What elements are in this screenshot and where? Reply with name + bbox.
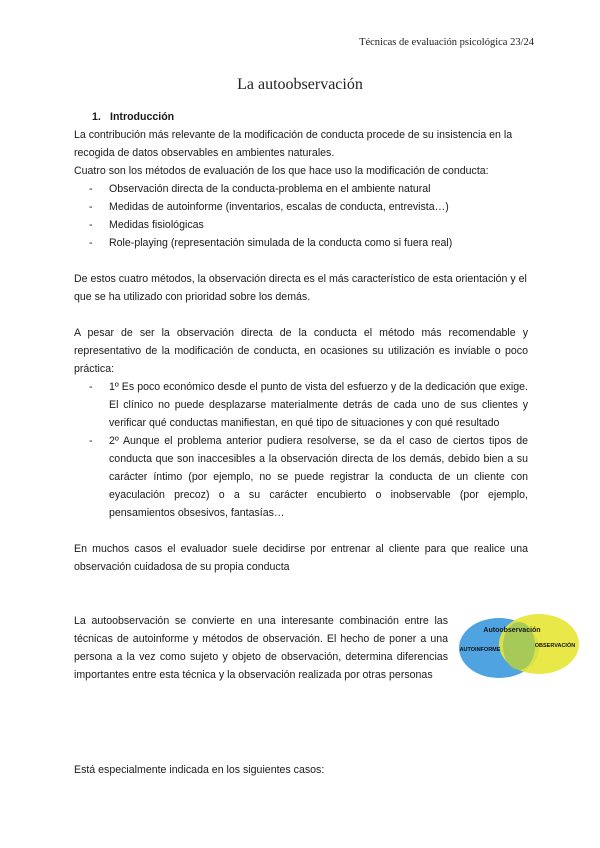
methods-lead: Cuatro son los métodos de evaluación de los que hace uso la modificación de conducta: [74,165,489,177]
venn-top-label: Autoobservación [483,627,541,634]
section-title: Introducción [110,111,175,123]
list-item: - 1º Es poco económico desde el punto de vista del esfuerzo y de la dedicación que exige. El clínico no puede desplazarse materialmente detrás de cada uno de sus clientes y verificar qué conductas manifiestan, en qué tipo de situaciones y con qué resultado [74,378,528,432]
venn-right-label: OBSERVACIÓN [534,643,576,649]
page-header: Técnicas de evaluación psicológica 23/24 [359,37,534,48]
despite-paragraph: A pesar de ser la observación directa de la conducta el método más recomendable y representativo de la modificación de conducta, en ocasiones su utilización es inviable o poco práctica: [74,327,528,375]
intro-paragraph: La contribución más relevante de la modificación de conducta procede de su insistencia en la recogida de datos observables en ambientes naturales. [74,129,513,159]
methods-list [74,180,528,252]
list-item: - Medidas de autoinforme (inventarios, escalas de conducta, entrevista…) [74,198,528,216]
list-item: - Medidas fisiológicas [74,216,528,234]
venn-diagram [454,606,584,686]
closing-line: Está especialmente indicada en los siguientes casos: [74,764,325,776]
venn-left-label: AUTOINFORME [459,647,501,653]
document-body [74,108,576,779]
page-title: La autoobservación [237,76,363,93]
section-heading [74,108,528,126]
trainer-paragraph: En muchos casos el evaluador suele decidirse por entrenar al cliente para que realice una observación cuidadosa de su propia conducta [74,543,528,573]
list-item: - 2º Aunque el problema anterior pudiera resolverse, se da el caso de ciertos tipos de conducta que son inaccesibles a la observación directa de los demás, debido bien a su carácter íntimo (por ejemplo, no se puede registrar la conducta de un cliente con eyaculación precoz) o a su carácter encubierto o inobservable (por ejemplo, pensamientos obsesivos, fantasías… [74,432,528,522]
list-item: - Observación directa de la conducta-problema en el ambiente natural [74,180,528,198]
combination-section [74,612,576,684]
direct-observation-paragraph: De estos cuatro métodos, la observación directa es el más característico de esta orientación y el que se ha utilizado con prioridad sobre los demás. [74,273,527,303]
reasons-list [74,378,528,522]
combination-paragraph: La autoobservación se convierte en una interesante combinación entre las técnicas de autoinforme y métodos de observación. El hecho de poner a una persona a la vez como sujeto y objeto de observación, determina diferencias importantes entre esta técnica y la observación realizada por otras personas [74,615,448,681]
section-number: 1. [92,111,101,123]
list-item: - Role-playing (representación simulada de la conducta como si fuera real) [74,234,528,252]
